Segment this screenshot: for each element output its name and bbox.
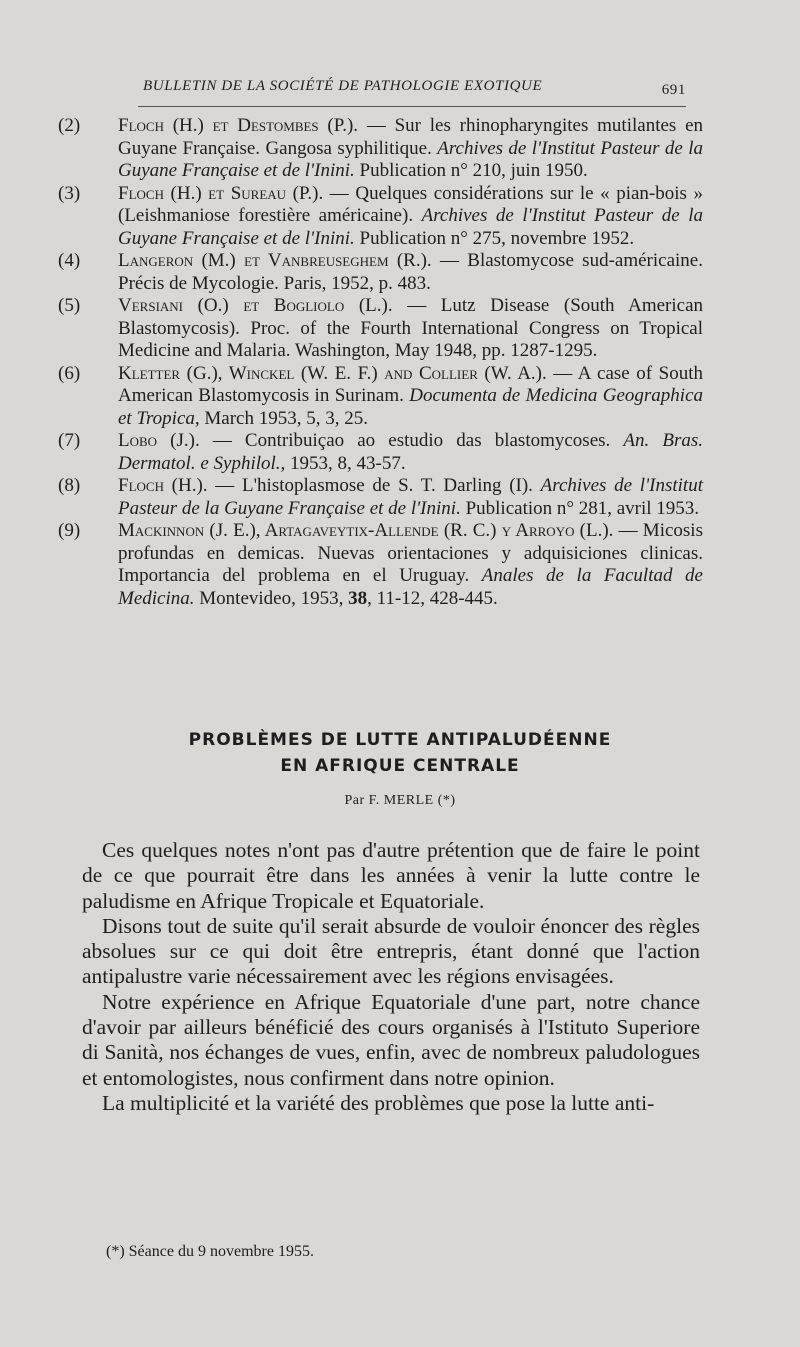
reference-tail: Publication n° 275, novembre 1952. [354,227,635,249]
reference-authors: Versiani (O.) et Bogliolo (L.). [118,295,393,316]
reference-authors: Floch (H.) et Sureau (P.). [118,182,324,204]
reference-number: (4) [58,250,81,271]
reference-number: (2) [58,115,81,136]
reference-number: (7) [58,430,81,451]
body-paragraph: Disons tout de suite qu'il serait absurde de vouloir énoncer des règles absolues sur ce qui doit être entrepris, étant donné que l'action antipalustre varie nécessairement avec les régions envisagées. [82,913,700,989]
reference-tail: Publication n° 281, avril 1953. [460,497,700,519]
page-number: 691 [661,82,686,98]
body-paragraph: Notre expérience en Afrique Equatoriale d'une part, notre chance d'avoir par ailleurs bénéficié des cours organisés à l'Istituto Superiore di Sanità, nos échanges de vues, enfin, avec de nombreux paludologues et entomologistes, nous confirment dans notre opinion. [82,989,700,1090]
reference-number: (5) [58,295,81,316]
article-body [82,838,700,1116]
reference-number: (3) [58,182,81,204]
reference-list [58,115,703,610]
reference-tail: March 1953, 5, 3, 25. [199,407,368,429]
reference-item [58,430,703,475]
reference-item [58,183,703,251]
reference-item [58,250,703,295]
reference-tail-2: , 11-12, 428-445. [367,587,498,609]
reference-authors: Lobo (J.). [118,430,200,451]
journal-title: BULLETIN DE LA SOCIÉTÉ DE PATHOLOGIE EXOTIQUE [143,78,543,94]
reference-text: — Micosis profundas en demicas. Nuevas orientaciones y adquisiciones clinicas. Importancia del problema en el Uruguay. [118,520,703,586]
reference-text: — Blastomycose sud-américaine. Précis de Mycologie. Paris, 1952, p. 483. [118,250,703,294]
reference-journal: Archives de l'Institut Pasteur de la Guyane Française et de l'Inini. [118,475,703,519]
reference-item [58,115,703,183]
body-paragraph: La multiplicité et la variété des problèmes que pose la lutte anti- [102,1090,655,1115]
reference-journal: Archives de l'Institut Pasteur de la Guyane Française et de l'Inini. [118,205,703,249]
reference-number: (9) [58,520,81,541]
reference-item [58,475,703,520]
reference-authors: Mackinnon (J. E.), Artagaveytix-Allende (R. C.) y Arroyo (L.). [118,520,614,541]
reference-text: — Sur les rhinopharyngites mutilantes en Guyane Française. Gangosa syphilitique. [118,115,703,159]
reference-tail: 1953, 8, 43-57. [285,452,406,474]
reference-text: — Lutz Disease (South American Blastomycosis). Proc. of the Fourth International Congress on Tropical Medicine and Malaria. Washington, May 1948, pp. 1287-1295. [118,295,704,361]
article-title-line-1: PROBLÈMES DE LUTTE ANTIPALUDÉENNE [188,730,612,750]
reference-item [58,520,703,610]
reference-text: — Quelques considérations sur le « pian-bois » (Leishmaniose forestière américaine). [118,182,704,226]
footnote: (*) Séance du 9 novembre 1955. [106,1243,314,1260]
reference-text: — A case of South American Blastomycosis in Surinam. [118,362,703,406]
header-rule [138,106,686,107]
article-byline: Par F. MERLE (*) [344,793,456,808]
reference-number: (6) [58,362,81,384]
reference-number: (8) [58,475,81,496]
reference-journal: Anales de la Facultad de Medicina. [118,565,703,609]
reference-tail: Montevideo, 1953, [194,587,349,609]
reference-authors: Floch (H.) et Destombes (P.). [118,115,359,136]
reference-authors: Kletter (G.), Winckel (W. E. F.) and Collier (W. A.). [118,362,547,384]
reference-item [58,295,703,363]
reference-authors: Floch (H.). [118,475,208,496]
reference-journal: An. Bras. Dermatol. e Syphilol., [118,430,703,474]
body-paragraph: Ces quelques notes n'ont pas d'autre prétention que de faire le point de ce que pourrait être dans les années à venir la lutte contre le paludisme en Afrique Tropicale et Equatoriale. [82,838,700,913]
reference-tail: Publication n° 210, juin 1950. [354,160,588,181]
reference-authors: Langeron (M.) et Vanbreuseghem (R.). [118,250,432,271]
reference-journal: Documenta de Medicina Geographica et Tropica, [118,385,703,429]
article-title-line-2: EN AFRIQUE CENTRALE [280,756,520,776]
reference-text: — L'histoplasmose de S. T. Darling (I). [207,475,541,496]
reference-text: — Contribuiçao ao estudio das blastomycoses. [199,430,624,451]
reference-volume: 38 [348,587,368,609]
reference-journal: Archives de l'Institut Pasteur de la Guyane Française et de l'Inini. [118,137,704,181]
reference-item [58,363,703,431]
